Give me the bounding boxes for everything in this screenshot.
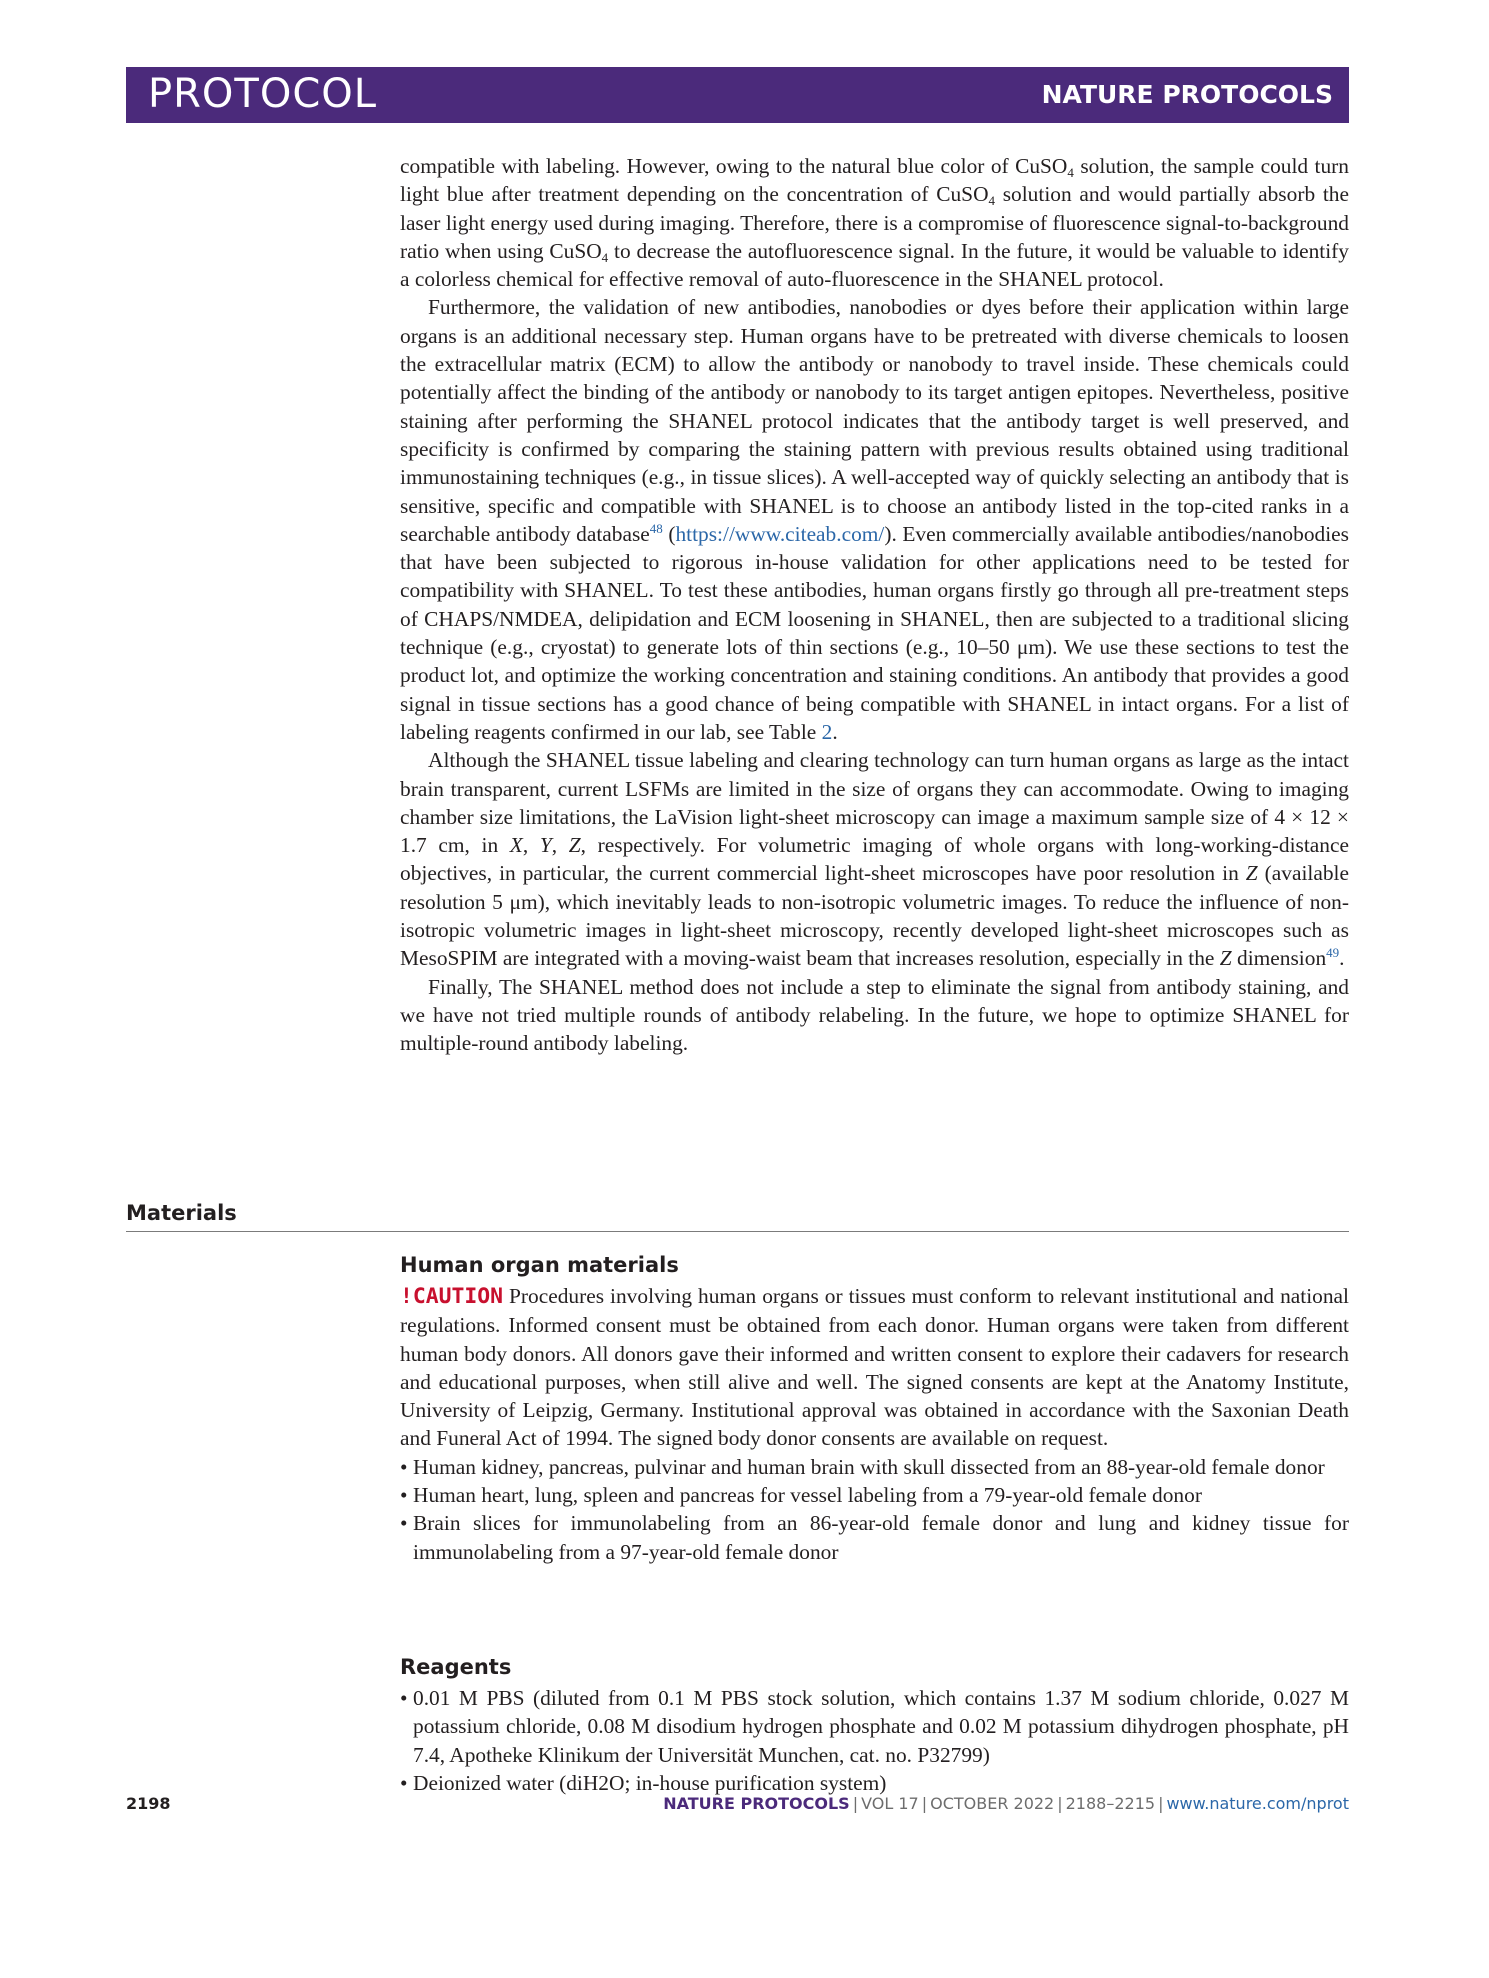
list-item: • Human heart, lung, spleen and pancreas for vessel labeling from a 79-year-old female donor — [400, 1481, 1349, 1509]
paragraph-1: compatible with labeling. However, owing to the natural blue color of CuSO$_4$ solution, the sample could turn light blue after treatment depending on the concentration of CuSO$_4$ solution and would partially absorb the laser light energy used during imaging. Therefore, there is a compromise of fluorescence signal-to-background ratio when using CuSO$_4$ to decrease the autofluorescence signal. In the future, it would be valuable to identify a colorless chemical for effective removal of auto-fluorescence in the SHANEL protocol. — [400, 154, 1349, 292]
human-organ-section — [400, 1250, 1349, 1566]
reagents-section — [400, 1652, 1349, 1797]
journal-name: NATURE PROTOCOLS — [1041, 80, 1333, 109]
section-label: PROTOCOL — [148, 71, 378, 117]
footer-pages: 2188–2215 — [1065, 1794, 1156, 1813]
reference-49[interactable]: 49 — [1326, 945, 1340, 961]
footer-date: OCTOBER 2022 — [930, 1794, 1055, 1813]
section-divider — [126, 1231, 1349, 1232]
table-2-link[interactable]: 2 — [821, 719, 833, 744]
paragraph-2: Furthermore, the validation of new antibodies, nanobodies or dyes before their application within large organs is an additional necessary step. Human organs have to be pretreated with diverse chemicals to loosen the extracellular matrix (ECM) to allow the antibody or nanobody to travel inside. These chemicals could potentially affect the binding of the antibody or nanobody to its target antigen epitopes. Nevertheless, positive staining after performing the SHANEL protocol indicates that the antibody target is well preserved, and specificity is confirmed by comparing the staining pattern with previous results obtained using traditional immunostaining techniques (e.g., in tissue slices). A well-accepted way of quickly selecting an antibody that is sensitive, specific and compatible with SHANEL is to choose an antibody listed in the top-cited ranks in a searchable antibody database$^{48}$ (https://www.citeab.com/). Even commercially available antibodies/nanobodies that have been subjected to rigorous in-house validation for other applications need to be tested for compatibility with SHANEL. To test these antibodies, human organs firstly go through all pre-treatment steps of CHAPS/NMDEA, delipidation and ECM loosening in SHANEL, then are subjected to a traditional slicing technique (e.g., cryostat) to generate lots of thin sections (e.g., 10–50 μm). We use these sections to test the product lot, and optimize the working concentration and staining conditions. An antibody that provides a good signal in tissue sections has a good chance of being compatible with SHANEL in intact organs. For a list of labeling reagents confirmed in our lab, see Table 2. — [400, 295, 1349, 744]
materials-heading: Materials — [126, 1201, 237, 1225]
footer-volume: VOL 17 — [861, 1794, 919, 1813]
human-organ-list — [400, 1453, 1349, 1566]
caution-label: !CAUTION — [400, 1284, 504, 1309]
reference-48[interactable]: 48 — [649, 520, 663, 536]
list-item: • Deionized water (diH2O; in-house purification system) — [400, 1769, 1349, 1797]
list-item: • Human kidney, pancreas, pulvinar and human brain with skull dissected from an 88-year-old female donor — [400, 1453, 1349, 1481]
citeab-link[interactable]: https://www.citeab.com/ — [675, 521, 885, 546]
footer-citation: NATURE PROTOCOLS | VOL 17 | OCTOBER 2022 | 2188–2215 | www.nature.com/nprot — [663, 1794, 1349, 1813]
body-text — [400, 152, 1349, 1058]
header-banner — [126, 67, 1349, 123]
reagents-list — [400, 1684, 1349, 1797]
human-organ-heading: Human organ materials — [400, 1253, 679, 1277]
caution-paragraph: !CAUTION Procedures involving human organs or tissues must conform to relevant institutional and national regulations. Informed consent must be obtained from each donor. Human organs were taken from different human body donors. All donors gave their informed and written consent to explore their cadavers for research and educational purposes, when still alive and well. The signed consents are kept at the Anatomy Institute, University of Leipzig, Germany. Institutional approval was obtained in accordance with the Saxonian Death and Funeral Act of 1994. The signed body donor consents are available on request. — [400, 1284, 1349, 1451]
paragraph-4: Finally, The SHANEL method does not include a step to eliminate the signal from antibody staining, and we have not tried multiple rounds of antibody relabeling. In the future, we hope to optimize SHANEL for multiple-round antibody labeling. — [400, 974, 1349, 1056]
footer-journal: NATURE PROTOCOLS — [663, 1794, 850, 1813]
list-item: • Brain slices for immunolabeling from an 86-year-old female donor and lung and kidney tissue for immunolabeling from a 97-year-old female donor — [400, 1509, 1349, 1566]
paragraph-3: Although the SHANEL tissue labeling and clearing technology can turn human organs as large as the intact brain transparent, current LSFMs are limited in the size of organs they can accommodate. Owing to imaging chamber size limitations, the LaVision light-sheet microscopy can image a maximum sample size of 4 × 12 × 1.7 cm, in X, Y, Z, respectively. For volumetric imaging of whole organs with long-working-distance objectives, in particular, the current commercial light-sheet microscopes have poor resolution in Z (available resolution 5 μm), which inevitably leads to non-isotropic volumetric images. To reduce the influence of non-isotropic volumetric images in light-sheet microscopy, recently developed light-sheet microscopes such as MesoSPIM are integrated with a moving-waist beam that increases resolution, especially in the Z dimension$^{49}$. — [400, 748, 1349, 971]
reagents-heading: Reagents — [400, 1655, 512, 1679]
list-item: • 0.01 M PBS (diluted from 0.1 M PBS stock solution, which contains 1.37 M sodium chloride, 0.027 M potassium chloride, 0.08 M disodium hydrogen phosphate and 0.02 M potassium dihydrogen phosphate, pH 7.4, Apotheke Klinikum der Universität Munchen, cat. no. P32799) — [400, 1684, 1349, 1769]
page-number: 2198 — [126, 1794, 171, 1813]
footer-url[interactable]: www.nature.com/nprot — [1166, 1794, 1349, 1813]
